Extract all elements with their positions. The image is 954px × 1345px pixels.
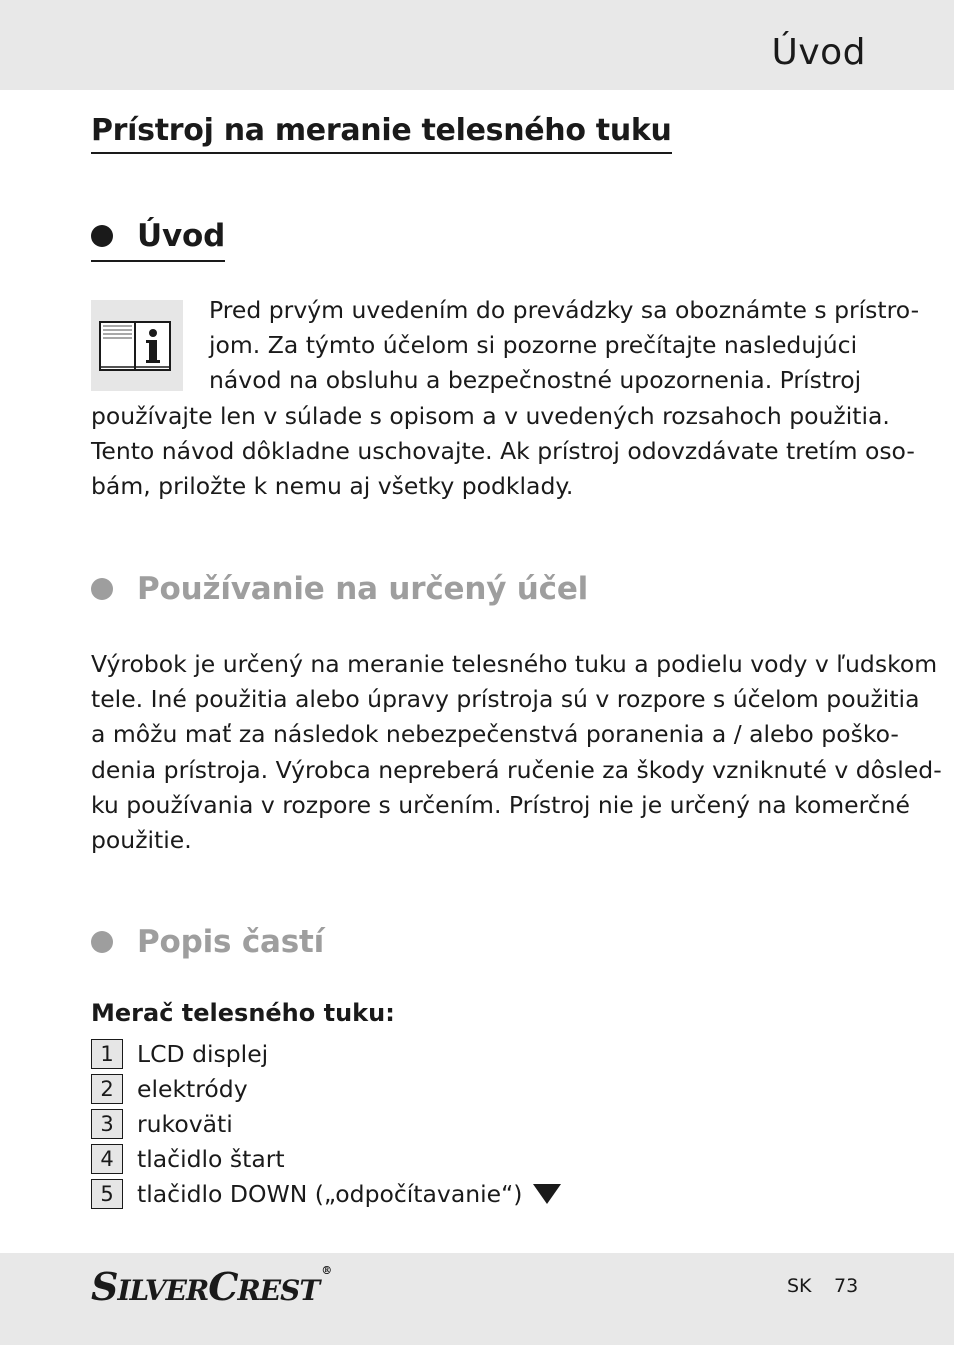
part-number: 5: [91, 1179, 123, 1209]
brand-logo: [91, 1264, 331, 1309]
paragraph-line: tele. Iné použitia alebo úpravy prístroja sú v rozpore s účelom použitia: [91, 685, 920, 714]
list-item: [91, 1071, 562, 1106]
bullet-icon: [91, 225, 113, 247]
paragraph-line: bám, priložte k nemu aj všetky podklady.: [91, 472, 574, 501]
header-section-title: Úvod: [771, 32, 866, 73]
paragraph-line: jom. Za týmto účelom si pozorne prečítajte nasledujúci: [209, 331, 858, 360]
section-heading-label: Používanie na určený účel: [137, 571, 589, 607]
language-code: SK: [787, 1275, 812, 1297]
brand-letters: REST: [237, 1274, 320, 1307]
section-heading-intended-use: [91, 571, 588, 607]
brand-letter: S: [91, 1264, 118, 1309]
section-heading-label: Úvod: [137, 218, 226, 254]
part-number: 3: [91, 1109, 123, 1139]
paragraph-line: použitie.: [91, 826, 192, 855]
list-item: [91, 1036, 562, 1071]
part-label: LCD displej: [137, 1039, 269, 1068]
brand-letters: ILVER: [117, 1274, 209, 1307]
paragraph-line: Výrobok je určený na meranie telesného tuku a podielu vody v ľudskom: [91, 650, 938, 678]
list-item: [91, 1106, 562, 1141]
intended-use-paragraph: [91, 647, 942, 858]
paragraph-line: a môžu mať za následok nebezpečenstvá poranenia a / alebo poško-: [91, 720, 899, 749]
bullet-icon: [91, 578, 113, 600]
list-item: [91, 1142, 562, 1177]
paragraph-line: Tento návod dôkladne uschovajte. Ak prístroj odovzdávate tretím oso-: [91, 436, 915, 465]
section-heading-label: Popis častí: [137, 924, 325, 960]
part-number: 1: [91, 1039, 123, 1069]
list-item: [91, 1177, 562, 1212]
section-heading-parts: [91, 924, 324, 960]
heading-underline: [91, 260, 225, 262]
parts-subheading: Merač telesného tuku:: [91, 999, 395, 1027]
part-label: elektródy: [137, 1074, 248, 1103]
paragraph-line: Pred prvým uvedením do prevádzky sa oboznámte s prístro-: [209, 296, 920, 324]
paragraph-line: denia prístroja. Výrobca nepreberá ručenie za škody vzniknuté v dôsled-: [91, 755, 942, 784]
section-heading-uvod: [91, 218, 225, 254]
part-number: 2: [91, 1074, 123, 1104]
paragraph-line: používajte len v súlade s opisom a v uvedených rozsahoch použitia.: [91, 401, 890, 430]
bullet-icon: [91, 931, 113, 953]
down-triangle-icon: [532, 1183, 562, 1205]
parts-list: [91, 1036, 562, 1212]
paragraph-line: ku používania v rozpore s určením. Prístroj nie je určený na komerčné: [91, 790, 911, 819]
document-title: Prístroj na meranie telesného tuku: [91, 113, 672, 154]
header-bar: [0, 0, 954, 90]
page-number: 73: [834, 1275, 859, 1297]
part-label: tlačidlo DOWN („odpočítavanie“): [137, 1180, 523, 1209]
brand-letter: C: [208, 1264, 238, 1309]
intro-paragraph: [91, 293, 920, 504]
registered-mark: ®: [321, 1264, 332, 1277]
paragraph-line: návod na obsluhu a bezpečnostné upozornenia. Prístroj: [209, 366, 862, 395]
part-label: tlačidlo štart: [137, 1145, 285, 1174]
part-number: 4: [91, 1144, 123, 1174]
part-label: rukoväti: [137, 1109, 233, 1138]
